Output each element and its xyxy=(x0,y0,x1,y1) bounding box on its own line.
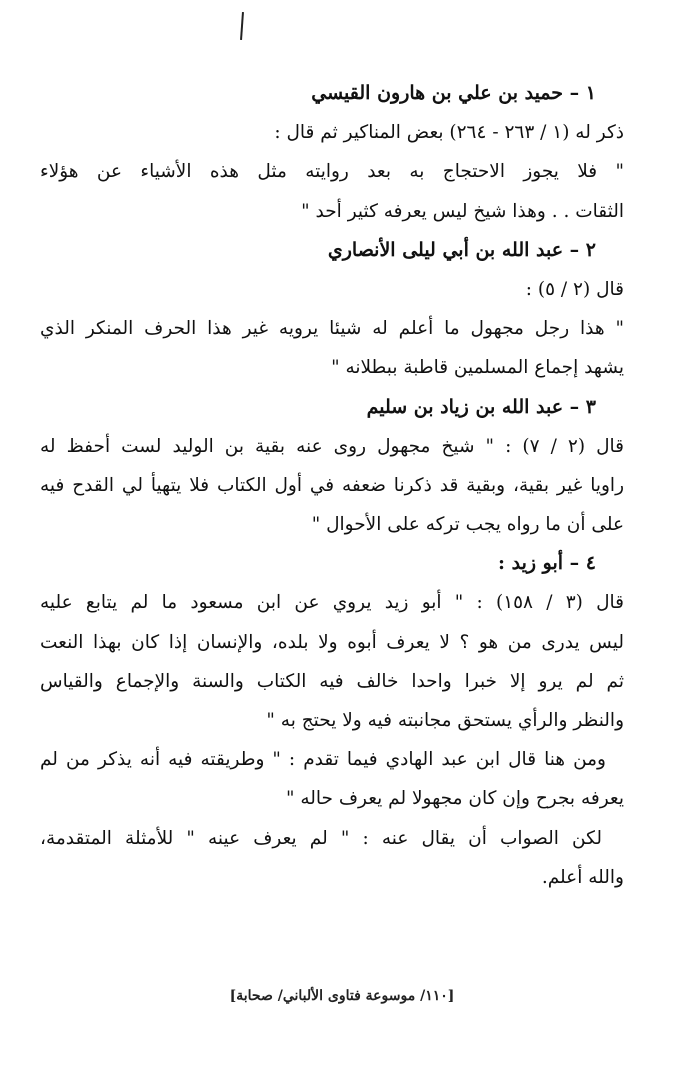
heading-2: ٢ – عبد الله بن أبي ليلى الأنصاري xyxy=(327,238,596,261)
text-line: يشهد إجماع المسلمين قاطبة ببطلانه " xyxy=(331,357,624,379)
text-line: والله أعلم. xyxy=(541,866,624,888)
text-line: قال (٣ / ١٥٨) : " أبو زيد يروي عن ابن مسعود ما لم يتابع عليه xyxy=(40,592,624,614)
text-line: " هذا رجل مجهول ما أعلم له شيئا يرويه غير هذا الحرف المنكر الذي xyxy=(40,318,624,340)
text-line: ثم لم يرو إلا خبرا واحدا خالف فيه الكتاب والسنة والإجماع والقياس xyxy=(40,670,624,692)
text-line: ذكر له (١ / ٢٦٣ - ٢٦٤) بعض المناكير ثم قال : xyxy=(274,122,624,144)
text-line: قال (٢ / ٧) : " شيخ مجهول روى عنه بقية بن الوليد لست أحفظ له xyxy=(40,435,624,457)
heading-3: ٣ – عبد الله بن زياد بن سليم xyxy=(366,395,596,418)
text-line: " فلا يجوز الاحتجاج به بعد روايته مثل هذه الأشياء عن هؤلاء xyxy=(40,161,624,183)
text-line: يعرفه بجرح وإن كان مجهولا لم يعرف حاله " xyxy=(285,788,624,810)
text-line: ومن هنا قال ابن عبد الهادي فيما تقدم : " وطريقته فيه أنه يذكر من لم xyxy=(40,749,606,771)
text-line: الثقات . . وهذا شيخ ليس يعرفه كثير أحد " xyxy=(301,200,624,222)
heading-1: ١ – حميد بن علي بن هارون القيسي xyxy=(311,82,596,104)
text-line: على أن ما رواه يجب تركه على الأحوال " xyxy=(311,514,624,536)
heading-4: ٤ – أبو زيد : xyxy=(497,552,596,575)
page-body xyxy=(40,74,624,897)
page-footer: [١١٠/ موسوعة فتاوى الألباني/ صحابة] xyxy=(229,988,455,1004)
margin-mark xyxy=(240,12,244,40)
text-line: ليس يدرى من هو ؟ لا يعرف أبوه ولا بلده، والإنسان إذا كان بهذا النعت xyxy=(40,631,624,653)
text-line: لكن الصواب أن يقال عنه : " لم يعرف عينه " للأمثلة المتقدمة، xyxy=(40,827,602,849)
text-line: راويا غير بقية، وبقية قد ذكرنا ضعفه في أول الكتاب فلا يتهيأ لي القدح فيه xyxy=(40,474,624,496)
text-line: قال (٢ / ٥) : xyxy=(525,278,624,300)
text-line: والنظر والرأي يستحق مجانبته فيه ولا يحتج به " xyxy=(266,710,624,731)
